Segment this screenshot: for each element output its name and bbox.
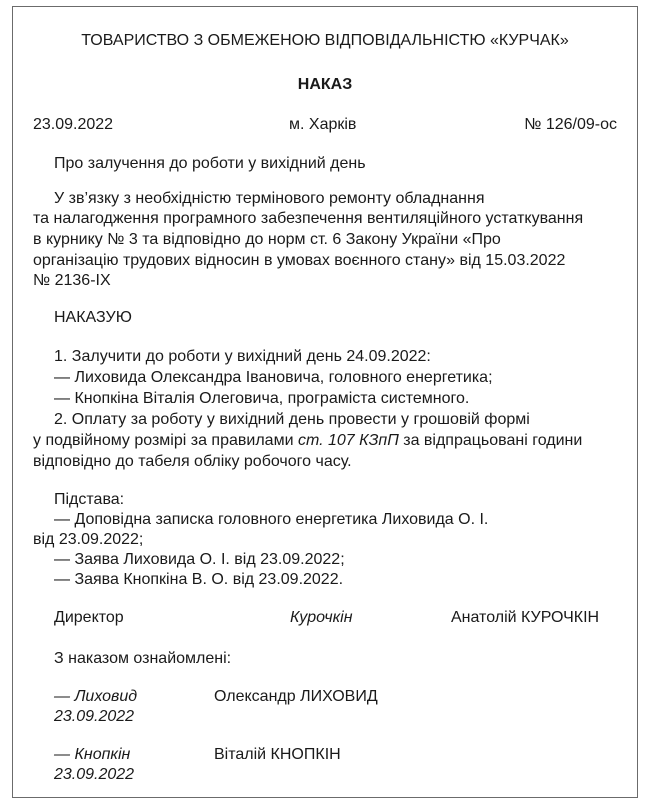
acquainted-title: З наказом ознайомлені: bbox=[54, 650, 232, 667]
order-city: м. Харків bbox=[289, 116, 357, 133]
preamble-line: організацію трудових відносин в умовах воєнного стану» від 15.03.2022 bbox=[33, 252, 566, 269]
order-document bbox=[12, 6, 638, 798]
basis-item: — Доповідна записка головного енергетика Лиховида О. І. bbox=[54, 511, 489, 528]
law-reference: ст. 107 КЗпП bbox=[297, 432, 399, 449]
order-item-1-person: — Лиховида Олександра Івановича, головного енергетика; bbox=[54, 369, 493, 386]
order-item-2: 2. Оплату за роботу у вихідний день провести у грошовій формі bbox=[54, 411, 530, 428]
order-subject: Про залучення до роботи у вихідний день bbox=[54, 155, 366, 172]
ack-date: 23.09.2022 bbox=[54, 766, 135, 783]
order-number: № 126/09-ос bbox=[524, 116, 617, 133]
ack-signature-text: Кнопкін bbox=[74, 746, 131, 763]
ack-signature-text: Лиховид bbox=[74, 688, 138, 705]
document-type: НАКАЗ bbox=[297, 76, 353, 93]
ack-date: 23.09.2022 bbox=[54, 708, 135, 725]
basis-item: — Заява Кнопкіна В. О. від 23.09.2022. bbox=[54, 571, 344, 588]
basis-title: Підстава: bbox=[54, 491, 125, 508]
ack-name: Олександр ЛИХОВИД bbox=[214, 688, 378, 705]
order-item-2-text: за відпрацьовані години bbox=[398, 432, 583, 449]
preamble-line: № 2136-IX bbox=[33, 272, 111, 289]
ack-dash: — bbox=[54, 746, 70, 763]
director-name: Анатолій КУРОЧКІН bbox=[451, 609, 600, 626]
order-item-1: 1. Залучити до роботи у вихідний день 24.09.2022: bbox=[54, 348, 431, 365]
ack-signature bbox=[54, 745, 130, 765]
order-item-2-line bbox=[33, 431, 582, 451]
company-name: ТОВАРИСТВО З ОБМЕЖЕНОЮ ВІДПОВІДАЛЬНІСТЮ «КУРЧАК» bbox=[81, 32, 569, 49]
preamble-line: та налагодження програмного забезпечення вентиляційного устаткування bbox=[33, 210, 584, 227]
order-item-1-person: — Кнопкіна Віталія Олеговича, програміста системного. bbox=[54, 390, 470, 407]
ack-name: Віталій КНОПКІН bbox=[214, 746, 341, 763]
order-word: НАКАЗУЮ bbox=[54, 309, 132, 326]
order-item-2-text: у подвійному розмірі за правилами bbox=[33, 432, 298, 449]
basis-item: від 23.09.2022; bbox=[33, 531, 144, 548]
order-item-2-line: відповідно до табеля обліку робочого часу. bbox=[33, 453, 352, 470]
ack-signature bbox=[54, 687, 137, 707]
ack-dash: — bbox=[54, 688, 70, 705]
director-title: Директор bbox=[54, 609, 124, 626]
director-signature: Курочкін bbox=[290, 609, 353, 626]
basis-item: — Заява Лиховида О. І. від 23.09.2022; bbox=[54, 551, 345, 568]
order-date: 23.09.2022 bbox=[33, 116, 114, 133]
preamble-line: У зв’язку з необхідністю термінового ремонту обладнання bbox=[54, 190, 485, 207]
preamble-line: в курнику № 3 та відповідно до норм ст. 6 Закону України «Про bbox=[33, 231, 501, 248]
